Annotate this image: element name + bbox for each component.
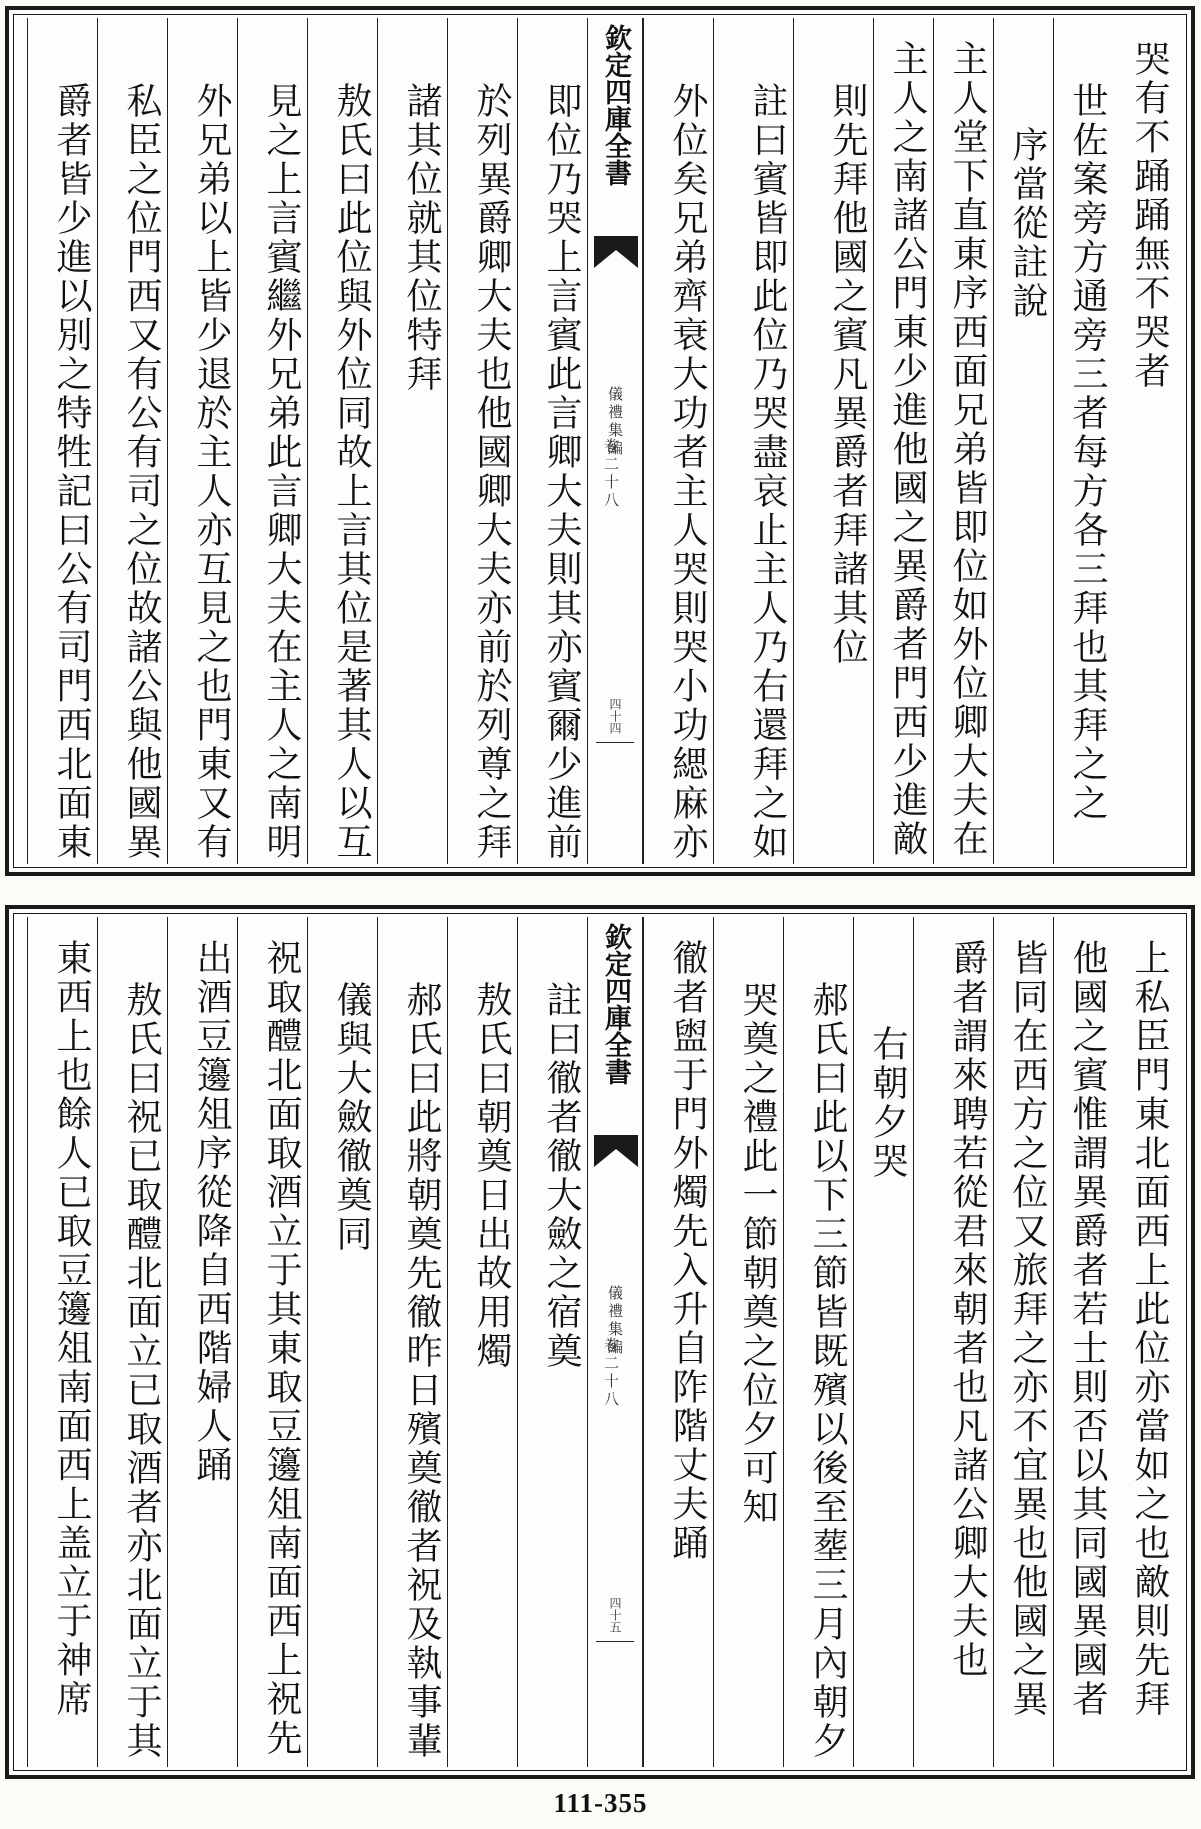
text-column: 諸其位就其位特拜 [377,18,447,864]
text-column: 世佐案旁方通旁三者每方各三拜也其拜之之 [1053,18,1113,864]
text-column: 郝氏曰此以下三節皆既殯以後至塟三月內朝夕 [783,917,853,1767]
page-footer-number: 111-355 [553,1788,648,1818]
text-column: 私臣之位門西又有公有司之位故諸公與他國異 [97,18,167,864]
text-column: 註曰賓皆即此位乃哭盡哀止主人乃右還拜之如 [713,18,793,864]
text-column: 見之上言賓繼外兄弟此言卿大夫在主人之南明 [237,18,307,864]
text-column: 則先拜他國之賓凡異爵者拜諸其位 [793,18,873,864]
text-column: 徹者盥于門外燭先入升自阼階丈夫踊 [643,917,713,1767]
text-column: 註曰徹者徹大斂之宿奠 [517,917,587,1767]
band-volume: 卷二十八 [602,1337,620,1409]
fishtail-mark-icon [594,1135,638,1167]
band-book-title: 儀禮集編 [606,386,624,458]
text-column: 主人之南諸公門東少進他國之異爵者門西少進敵 [873,18,933,864]
band-title: 欽定四庫全書 [600,24,631,186]
text-column: 上私臣門東北面西上此位亦當如之也敵則先拜 [1129,939,1170,1719]
band-lower-rule [596,742,634,743]
text-column: 他國之賓惟謂異爵者若士則否以其同國異國者 [1053,917,1113,1767]
text-column: 皆同在西方之位又旅拜之亦不宜異也他國之異 [993,917,1053,1767]
text-column: 哭有不踊踊無不哭者 [1129,40,1170,391]
text-column: 東西上也餘人已取豆籩俎南面西上盖立于神席 [27,917,97,1767]
band-leaf-number: 四十五 [608,1597,622,1633]
center-band [587,18,643,864]
text-column: 出酒豆籩俎序從降自西階婦人踊 [167,917,237,1767]
top-page-frame [5,6,1195,876]
text-column: 敖氏曰朝奠日出故用燭 [447,917,517,1767]
text-column: 敖氏曰此位與外位同故上言其位是著其人以互 [307,18,377,864]
bottom-page-frame [5,905,1195,1779]
band-book-title: 儀禮集編 [606,1285,624,1357]
text-column: 序當從註說 [993,18,1053,864]
text-column: 右朝夕哭 [853,917,913,1767]
center-band [587,917,643,1767]
text-column: 外兄弟以上皆少退於主人亦互見之也門東又有 [167,18,237,864]
band-leaf-number: 四十四 [608,698,622,734]
text-column: 外位矣兄弟齊衰大功者主人哭則哭小功緦麻亦 [643,18,713,864]
text-column: 爵者皆少進以別之特牲記曰公有司門西北面東 [27,18,97,864]
text-column: 敖氏曰祝已取醴北面立已取酒者亦北面立于其 [97,917,167,1767]
text-column: 儀與大斂徹奠同 [307,917,377,1767]
band-volume: 卷二十八 [602,438,620,510]
text-column: 祝取醴北面取酒立于其東取豆籩俎南面西上祝先 [237,917,307,1767]
text-column: 於列異爵卿大夫也他國卿大夫亦前於列尊之拜 [447,18,517,864]
text-column: 爵者謂來聘若從君來朝者也凡諸公卿大夫也 [913,917,993,1767]
bottom-text-columns [17,917,1183,1767]
text-column: 即位乃哭上言賓此言卿大夫則其亦賓爾少進前 [517,18,587,864]
text-column: 哭奠之禮此一節朝奠之位夕可知 [713,917,783,1767]
band-title: 欽定四庫全書 [600,923,631,1085]
text-column: 郝氏曰此將朝奠先徹昨日殯奠徹者祝及執事輩 [377,917,447,1767]
fishtail-mark-icon [594,236,638,268]
top-text-columns [17,18,1183,864]
band-lower-rule [596,1641,634,1642]
text-column: 主人堂下直東序西面兄弟皆即位如外位卿大夫在 [933,18,993,864]
